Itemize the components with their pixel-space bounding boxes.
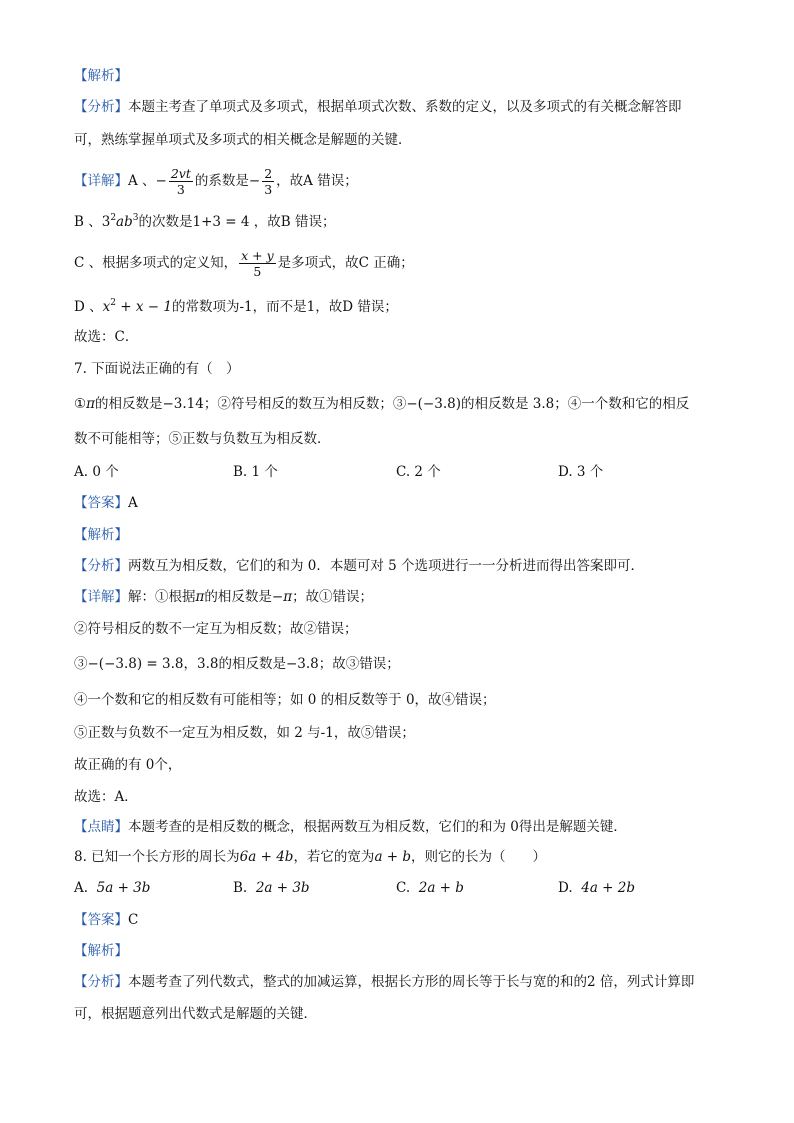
analysis-line: 【分析】本题主考查了单项式及多项式，根据单项式次数、系数的定义，以及多项式的有关概念解答即 [74,99,682,115]
comment-line: 【点睛】本题考查的是相反数的概念，根据两数互为相反数，它们的和为 0得出是解题关键． [74,819,627,835]
analysis-heading: 【解析】 [74,943,128,959]
detail-a-line: 【详解】A 、− $\frac{2vt}{3}$ 的系数是− $\frac{2}{3}$ ，故A 错误； [74,166,358,197]
option-d: D. 3 个 [558,464,604,480]
detail-d-line: D 、$x^2 + x - 1$的常数项为-1，而不是1，故D 错误； [74,298,398,315]
analysis-line: 可，熟练掌握单项式及多项式的相关概念是解题的关键． [74,132,412,148]
detail-b-line: B 、$3^2ab^3$的次数是1+3 = 4 ，故B 错误； [74,213,336,230]
detail-line: ④一个数和它的相反数有可能相等；如 0 的相反数等于 0，故④错误； [74,692,496,708]
option-c: C. 2a + b [396,880,464,896]
detail-c-line: C 、根据多项式的定义知， $\frac{x + y}{5}$ 是多项式，故C 正确； [74,248,414,279]
analysis-heading: 【解析】 [74,68,128,84]
question-7-statement: 数不可能相等；⑤正数与负数互为相反数． [74,431,331,447]
option-a: A. 5a + 3b [74,880,151,896]
fraction: $\frac{2vt}{3}$ [170,166,191,197]
fraction: $\frac{2}{3}$ [264,166,273,197]
analysis-heading: 【解析】 [74,527,128,543]
answer-line: 故选：A． [74,789,138,805]
detail-line: ②符号相反的数不一定互为相反数；故②错误； [74,621,358,637]
analysis-line: 可，根据题意列出代数式是解题的关键． [74,1006,317,1022]
question-8-stem: 8. 已知一个长方形的周长为6a + 4b，若它的宽为a + b，则它的长为（ ） [74,849,547,865]
analysis-line: 【分析】本题考查了列代数式，整式的加减运算，根据长方形的周长等于长与宽的和的2 倍，列式计算即 [74,974,695,990]
option-c: C. 2 个 [396,464,441,480]
answer-line: 【答案】A [74,495,138,511]
detail-line: 故正确的有 0个， [74,757,182,773]
option-a: A. 0 个 [74,464,119,480]
question-7-stem: 7. 下面说法正确的有（ ） [74,361,240,377]
detail-line: ③−(−3.8) = 3.8，3.8的相反数是−3.8；故③错误； [74,656,400,672]
fraction: $\frac{x + y}{5}$ [241,248,274,279]
answer-line: 【答案】C [74,912,139,928]
answer-line: 故选：C． [74,329,139,345]
option-b: B. 1 个 [233,464,278,480]
option-b: B. 2a + 3b [233,880,310,896]
detail-line: ⑤正数与负数不一定互为相反数，如 2 与-1，故⑤错误； [74,725,415,741]
option-d: D. 4a + 2b [558,880,635,896]
question-7-statement: ①π的相反数是−3.14；②符号相反的数互为相反数；③−(−3.8)的相反数是 3.8；④一个数和它的相反 [74,396,690,412]
detail-line: 【详解】解：①根据π的相反数是−π；故①错误； [74,589,374,605]
analysis-line: 【分析】两数互为相反数，它们的和为 0．本题可对 5 个选项进行一一分析进而得出答案即可． [74,558,645,574]
